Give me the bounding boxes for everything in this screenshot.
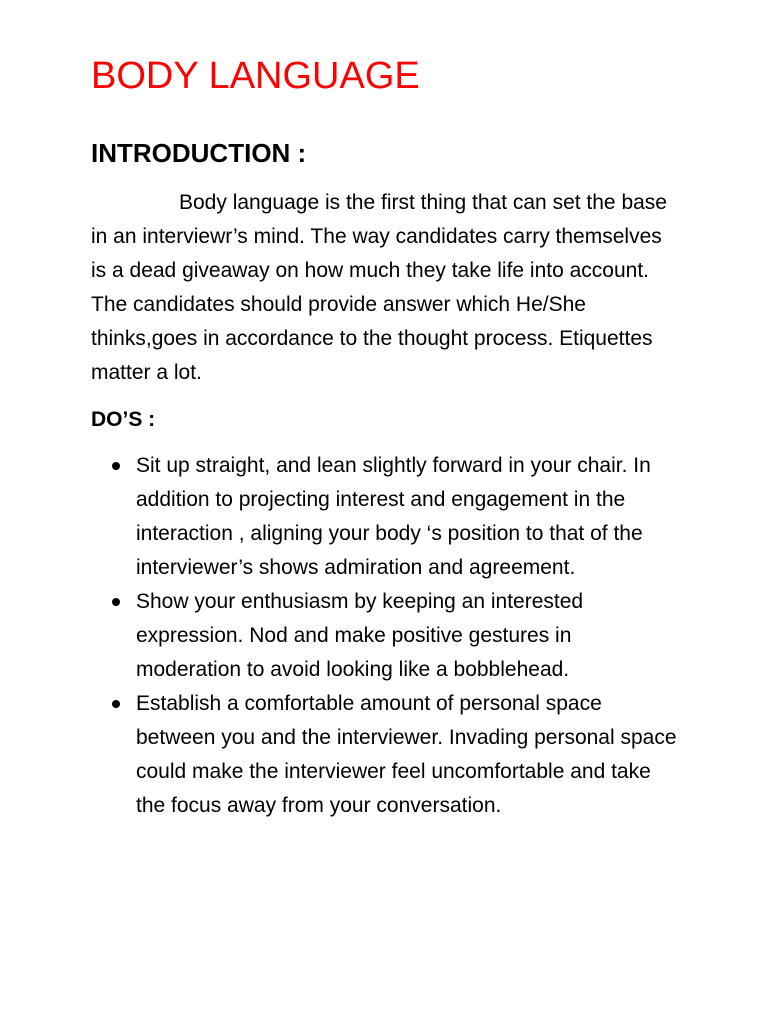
dos-heading: DO’S :: [91, 408, 156, 431]
dos-list-item: [91, 585, 681, 687]
dos-list-item: [91, 449, 681, 585]
dos-list-item: [91, 687, 681, 823]
dos-list: [91, 449, 681, 823]
document-title: BODY LANGUAGE: [91, 55, 420, 97]
dos-list-item-text: Sit up straight, and lean slightly forward in your chair. In addition to projecting interest and engagement in the interaction , aligning your body ‘s position to that of the interviewer’s shows admiration and agreement.: [136, 454, 651, 579]
bullet-dot-icon: [112, 598, 120, 606]
bullet-dot-icon: [112, 462, 120, 470]
dos-list-item-text: Show your enthusiasm by keeping an interested expression. Nod and make positive gestures in moderation to avoid looking like a bobblehead.: [136, 590, 584, 681]
bullet-dot-icon: [112, 700, 120, 708]
introduction-heading: INTRODUCTION :: [91, 138, 307, 168]
introduction-paragraph: Body language is the first thing that can set the base in an interviewr’s mind. The way candidates carry themselves is a dead giveaway on how much they take life into account. The candidates should provide answer which He/She thinks,goes in accordance to the thought process. Etiquettes matter a lot.: [91, 191, 667, 384]
dos-list-item-text: Establish a comfortable amount of personal space between you and the interviewer. Invading personal space could make the interviewer feel uncomfortable and take the focus away from your conversation.: [136, 692, 677, 817]
